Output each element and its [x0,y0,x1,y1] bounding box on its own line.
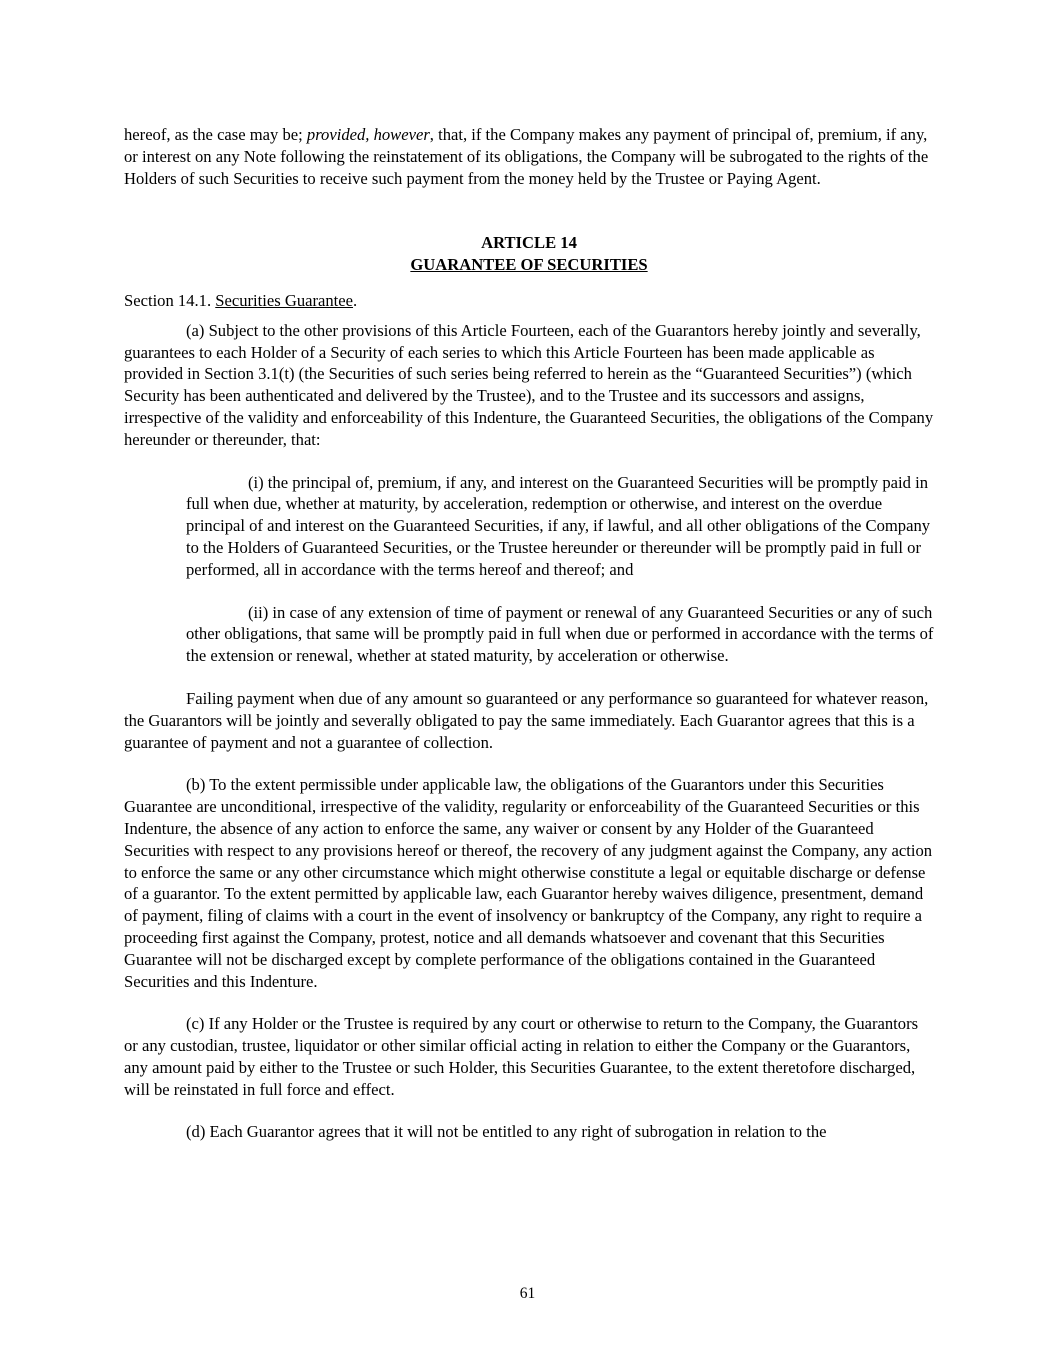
article-heading [124,232,934,276]
section-prefix: Section 14.1. [124,290,216,310]
article-number: ARTICLE 14 [481,233,577,253]
intro-text-before: hereof, as the case may be; [124,125,307,144]
document-page [124,124,934,1143]
paragraph-d: (d) Each Guarantor agrees that it will not be entitled to any right of subrogation in relation to the [186,1122,827,1142]
paragraph-failing-payment: Failing payment when due of any amount so guaranteed or any performance so guaranteed for whatever reason, the Guarantors will be jointly and severally obligated to pay the same immediately. Each Guarantor agrees that this is a guarantee of payment and not a guarantee of collection. [124,688,929,752]
section-title: Securities Guarantee [215,290,354,310]
intro-paragraph [124,124,934,189]
section-heading [124,290,934,312]
intro-text-after: , that, if the Company makes any payment of principal of, premium, if any, or interest on any Note following the reinstatement of its obligations, the Company will be subrogated to the rights of the Holders of such Securities to receive such payment from the money held by the Trustee or Paying Agent. [124,125,929,188]
paragraph-a: (a) Subject to the other provisions of this Article Fourteen, each of the Guarantors hereby jointly and severally, guarantees to each Holder of a Security of each series to which this Article Fourteen has been made applicable as provided in Section 3.1(t) (the Securities of such series being referred to herein as the “Guaranteed Securities”) (which Security has been authenticated and delivered by the Trustee), and to the Trustee and its successors and assigns, irrespective of the validity and enforceability of this Indenture, the Guaranteed Securities, the obligations of the Company hereunder or thereunder, that: [124,320,934,449]
paragraph-i: (i) the principal of, premium, if any, and interest on the Guaranteed Securities will be promptly paid in full when due, whether at maturity, by acceleration, redemption or otherwise, and interest on the overdue principal of and interest on the Guaranteed Securities, if any, if lawful, and all other obligations of the Company to the Holders of Guaranteed Securities, or the Trustee hereunder or thereunder will be promptly paid in full or performed, all in accordance with the terms hereof and thereof; and [186,472,931,579]
paragraph-b: (b) To the extent permissible under applicable law, the obligations of the Guarantors under this Securities Guarantee are unconditional, irrespective of the validity, regularity or enforceability of the Guaranteed Securities or this Indenture, the absence of any action to enforce the same, any waiver or consent by any Holder of the Guaranteed Securities with respect to any provisions hereof or thereof, the recovery of any judgment against the Company, any action to enforce the same or any other circumstance which might otherwise constitute a legal or equitable discharge or defense of a guarantor. To the extent permitted by applicable law, each Guarantor hereby waives diligence, presentment, demand of payment, filing of claims with a court in the event of insolvency or bankruptcy of the Company, any right to require a proceeding first against the Company, protest, notice and all demands whatsoever and covenant that this Securities Guarantee will not be discharged except by complete performance of the obligations contained in the Guaranteed Securities and this Indenture. [124,775,933,991]
intro-italic-proviso: provided, however [306,125,430,144]
section-suffix: . [353,290,358,310]
paragraph-ii: (ii) in case of any extension of time of payment or renewal of any Guaranteed Securities or any of such other obligations, that same will be promptly paid in full when due or performed in accordance with the terms of the extension or renewal, whether at stated maturity, by acceleration or otherwise. [186,602,934,666]
paragraph-c: (c) If any Holder or the Trustee is required by any court or otherwise to return to the Company, the Guarantors or any custodian, trustee, liquidator or other similar official acting in relation to either the Company or the Guarantors, any amount paid by either to the Trustee or such Holder, this Securities Guarantee, to the extent theretofore discharged, will be reinstated in full force and effect. [124,1014,919,1099]
page-number: 61 [519,1285,536,1302]
article-title: GUARANTEE OF SECURITIES [410,255,648,275]
